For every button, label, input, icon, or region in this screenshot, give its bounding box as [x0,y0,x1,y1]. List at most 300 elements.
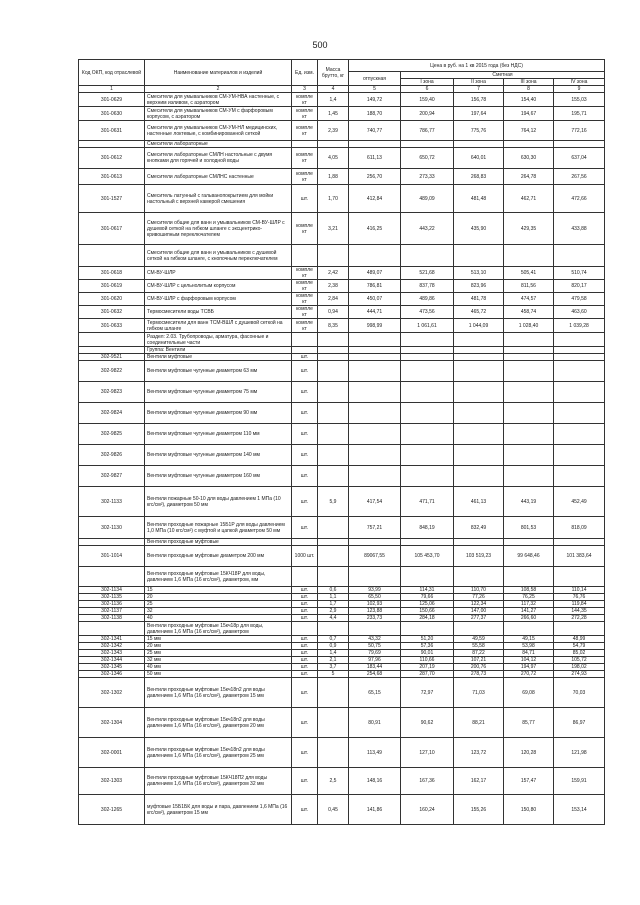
row-mass: 3,7 [318,664,349,671]
row-code: 302-0001 [79,738,145,768]
row-price-zone1 [401,466,454,487]
row-price-zone1 [401,361,454,382]
row-unit: шт. [292,403,318,424]
row-price-zone3: 443,19 [504,487,554,517]
row-unit [292,141,318,148]
col-number: 9 [554,86,605,93]
row-mass: 0,6 [318,587,349,594]
col-number: 4 [318,86,349,93]
row-price-release [349,466,401,487]
row-price-zone2: 147,00 [454,608,504,615]
row-price-zone2: 461,13 [454,487,504,517]
row-price-zone3 [504,466,554,487]
row-price-zone2: 465,72 [454,306,504,319]
row-price-zone2: 49,59 [454,636,504,643]
row-price-zone3: 150,80 [504,795,554,825]
row-price-zone2: 71,03 [454,678,504,708]
row-price-zone2: 481,78 [454,293,504,306]
row-price-zone2 [454,539,504,546]
row-mass [318,567,349,587]
row-unit [292,622,318,636]
row-price-zone2: 200,76 [454,664,504,671]
row-price-zone4 [554,539,605,546]
row-price-zone4: 452,49 [554,487,605,517]
row-price-zone1: 105 453,70 [401,546,454,567]
row-price-zone3 [504,445,554,466]
row-price-zone1: 650,72 [401,148,454,169]
row-code [79,539,145,546]
row-price-release: 123,88 [349,608,401,615]
row-price-zone2 [454,354,504,361]
row-price-zone4: 637,04 [554,148,605,169]
table-row [79,738,605,768]
row-price-zone1: 160,24 [401,795,454,825]
row-price-release: 256,70 [349,169,401,185]
row-code: 301-0629 [79,93,145,107]
col-number: 6 [401,86,454,93]
row-name: Вентили проходные пожарные 15Б1Р для воды давлением 1,0 МПа (10 кгс/см²) с муфтой и цапкой диаметром 50 мм [145,517,292,539]
row-name: СМ-ВУ-ШЛР [145,267,292,280]
row-price-release [349,347,401,354]
row-price-zone2 [454,333,504,347]
table-row [79,213,605,245]
row-name: Вентили пожарные 50-10 для воды давлением 1 МПа (10 кгс/см²), диаметром 50 мм [145,487,292,517]
row-price-zone4: 510,74 [554,267,605,280]
row-price-zone1 [401,333,454,347]
row-price-zone2: 103 519,23 [454,546,504,567]
row-price-zone2: 640,01 [454,148,504,169]
row-price-zone3 [504,245,554,267]
row-code: 301-0631 [79,121,145,141]
row-unit: шт. [292,708,318,738]
table-row [79,622,605,636]
table-row [79,517,605,539]
table-body [79,93,605,825]
row-name: Смеситель латунный с гальванопокрытием для мойки настольный с верхней камерой смешения [145,185,292,213]
header-code: Код ОКП, код отраслевой [79,60,145,86]
row-mass [318,141,349,148]
row-price-release: 740,77 [349,121,401,141]
row-code: 302-1304 [79,708,145,738]
table-row [79,354,605,361]
row-unit: компле кт [292,306,318,319]
row-code: 301-0630 [79,107,145,121]
row-price-zone2 [454,466,504,487]
table-row [79,141,605,148]
table-row [79,487,605,517]
row-name: Вентили муфтовые чугунные диаметром 160 мм [145,466,292,487]
table-row [79,267,605,280]
row-unit: шт. [292,657,318,664]
row-price-release: 97,96 [349,657,401,664]
table-row [79,466,605,487]
row-price-zone1: 489,09 [401,185,454,213]
row-price-zone1: 1 061,61 [401,319,454,333]
table-row [79,615,605,622]
row-price-zone2: 55,58 [454,643,504,650]
row-price-zone4 [554,382,605,403]
row-price-release: 412,84 [349,185,401,213]
row-unit [292,539,318,546]
header-name: Наименование материалов и изделий [145,60,292,86]
row-price-zone4: 86,97 [554,708,605,738]
row-price-release: 444,71 [349,306,401,319]
row-code: 302-1136 [79,601,145,608]
col-number: 8 [504,86,554,93]
row-price-zone3: 117,32 [504,601,554,608]
row-code: 301-1014 [79,546,145,567]
table-row [79,587,605,594]
row-price-release: 254,68 [349,671,401,678]
row-price-zone2: 156,78 [454,93,504,107]
row-mass: 5,9 [318,487,349,517]
row-price-zone2 [454,403,504,424]
table-row [79,643,605,650]
row-price-zone2 [454,245,504,267]
row-price-zone4: 1 039,28 [554,319,605,333]
row-price-zone2: 123,72 [454,738,504,768]
row-mass [318,333,349,347]
row-name: 20 мм [145,643,292,650]
row-price-zone3: 1 028,40 [504,319,554,333]
row-code: 302-9823 [79,382,145,403]
table-row [79,293,605,306]
row-price-zone4: 105,72 [554,657,605,664]
row-unit: шт. [292,445,318,466]
row-name: Вентили проходные муфтовые 15кч18р для воды, давлением 1,6 МПа (16 кгс/см²), диаметром [145,622,292,636]
row-price-zone3: 85,77 [504,708,554,738]
table-row [79,636,605,643]
col-number: 1 [79,86,145,93]
row-price-release: 450,07 [349,293,401,306]
row-price-zone4 [554,445,605,466]
row-price-zone3: 429,35 [504,213,554,245]
row-code: 301-0632 [79,306,145,319]
row-price-zone1: 837,78 [401,280,454,293]
table-row [79,708,605,738]
row-unit: шт. [292,608,318,615]
row-code: 302-1303 [79,768,145,795]
table-row [79,403,605,424]
row-unit [292,333,318,347]
row-mass: 1,45 [318,107,349,121]
row-price-zone1: 159,40 [401,93,454,107]
row-price-zone3: 474,57 [504,293,554,306]
row-price-zone2: 823,96 [454,280,504,293]
row-price-zone4: 155,03 [554,93,605,107]
row-price-release [349,382,401,403]
row-mass [318,546,349,567]
row-price-release: 416,25 [349,213,401,245]
row-price-zone2: 513,10 [454,267,504,280]
row-price-zone3: 108,58 [504,587,554,594]
header-estimate: Сметная [401,72,605,79]
table-row [79,121,605,141]
row-price-zone2 [454,424,504,445]
row-code: 302-9825 [79,424,145,445]
row-unit [292,567,318,587]
row-unit: компле кт [292,280,318,293]
row-price-zone1: 489,86 [401,293,454,306]
row-price-zone4: 479,58 [554,293,605,306]
row-mass: 0,94 [318,306,349,319]
row-price-zone4 [554,245,605,267]
table-row [79,361,605,382]
row-mass: 0,45 [318,795,349,825]
row-price-zone2: 107,21 [454,657,504,664]
row-name: Вентили муфтовые чугунные диаметром 110 мм [145,424,292,445]
row-name: Термосмесители для ванн ТСМ-ВШЛ с душевой сеткой на гибком шланге [145,319,292,333]
row-price-release: 65,50 [349,594,401,601]
row-unit [292,245,318,267]
table-row [79,657,605,664]
row-code: 302-1265 [79,795,145,825]
table-row [79,795,605,825]
row-price-zone2: 277,37 [454,615,504,622]
table-row [79,678,605,708]
row-price-zone3: 462,71 [504,185,554,213]
row-price-zone2: 1 044,09 [454,319,504,333]
row-price-zone1: 79,66 [401,594,454,601]
header-zone1: I зона [401,79,454,86]
row-unit: шт. [292,678,318,708]
row-price-release [349,141,401,148]
row-price-zone1: 90,01 [401,650,454,657]
row-price-zone4: 101 383,64 [554,546,605,567]
row-price-zone4: 274,93 [554,671,605,678]
row-price-zone2: 110,70 [454,587,504,594]
row-price-zone2: 278,73 [454,671,504,678]
header-zone2: II зона [454,79,504,86]
row-price-release: 233,73 [349,615,401,622]
row-name: Вентили муфтовые чугунные диаметром 90 мм [145,403,292,424]
table-row [79,608,605,615]
row-price-zone2 [454,445,504,466]
row-name: Термосмесители воды ТСВБ [145,306,292,319]
row-price-zone2: 268,83 [454,169,504,185]
row-price-zone2 [454,567,504,587]
row-mass: 2,42 [318,267,349,280]
row-mass [318,539,349,546]
table-row [79,601,605,608]
row-price-zone3: 84,71 [504,650,554,657]
row-price-zone2: 481,48 [454,185,504,213]
row-price-zone4 [554,141,605,148]
row-unit: 1000 шт. [292,546,318,567]
row-code: 302-1137 [79,608,145,615]
row-price-zone2: 162,17 [454,768,504,795]
row-name: Вентили проходные муфтовые 15кч18п2 для воды давлением 1,6 МПа (16 кгс/см²), диаметром 15 мм [145,678,292,708]
row-name: Вентили муфтовые чугунные диаметром 63 мм [145,361,292,382]
row-price-release: 611,13 [349,148,401,169]
header-mass: Масса брутто, кг [318,60,349,86]
row-price-release [349,445,401,466]
row-mass: 1,70 [318,185,349,213]
row-unit: шт. [292,768,318,795]
row-unit: шт. [292,795,318,825]
table-row [79,664,605,671]
header-unit: Ед. изм. [292,60,318,86]
row-code: 301-1527 [79,185,145,213]
row-code: 301-0619 [79,280,145,293]
row-price-zone4: 144,35 [554,608,605,615]
row-mass: 2,84 [318,293,349,306]
row-code [79,567,145,587]
col-number: 3 [292,86,318,93]
row-price-zone2 [454,347,504,354]
row-name: СМ-ВУ-ШЛР с фарфоровым корпусом [145,293,292,306]
row-name: Раздел: 2.03. Трубопроводы, арматура, фасонные и соединительные части [145,333,292,347]
row-price-zone2: 832,49 [454,517,504,539]
row-code [79,141,145,148]
row-price-release: 757,21 [349,517,401,539]
row-price-zone2: 775,76 [454,121,504,141]
row-mass: 2,38 [318,280,349,293]
row-code: 302-9824 [79,403,145,424]
row-price-zone4: 818,09 [554,517,605,539]
row-mass: 2,1 [318,657,349,664]
row-mass: 2,5 [318,768,349,795]
row-price-release: 93,99 [349,587,401,594]
row-mass: 1,4 [318,93,349,107]
table-row [79,169,605,185]
row-code: 302-9826 [79,445,145,466]
row-price-zone2: 87,22 [454,650,504,657]
row-name: Вентили проходные муфтовые 15кч18п2 для воды давлением 1,6 МПа (16 кгс/см²), диаметром 20 мм [145,708,292,738]
row-code [79,333,145,347]
row-price-zone3 [504,361,554,382]
row-price-zone3 [504,403,554,424]
row-price-zone3: 99 648,46 [504,546,554,567]
row-code [79,245,145,267]
row-price-zone1 [401,445,454,466]
row-unit: шт. [292,650,318,657]
table-row [79,445,605,466]
row-price-release [349,354,401,361]
row-price-zone3: 154,40 [504,93,554,107]
row-name: Вентили проходные муфтовые 15КЧ18Р для воды, давлением 1,6 МПа (16 кгс/см²), диаметром, мм [145,567,292,587]
row-name: 15 мм [145,636,292,643]
row-price-zone1 [401,424,454,445]
row-mass [318,245,349,267]
row-mass [318,738,349,768]
row-unit: шт. [292,424,318,445]
row-price-zone1: 521,68 [401,267,454,280]
row-code: 301-0618 [79,267,145,280]
row-price-zone4: 119,84 [554,601,605,608]
row-price-zone1: 125,06 [401,601,454,608]
row-unit [292,347,318,354]
row-price-zone4 [554,347,605,354]
row-price-zone1 [401,403,454,424]
row-price-zone2: 77,26 [454,594,504,601]
row-price-zone3 [504,382,554,403]
row-unit: шт. [292,615,318,622]
row-price-zone2 [454,622,504,636]
row-unit: компле кт [292,121,318,141]
col-number: 7 [454,86,504,93]
row-name: СМ-ВУ-ШЛР с цельнолитым корпусом [145,280,292,293]
row-price-zone3: 53,98 [504,643,554,650]
row-unit: шт. [292,487,318,517]
row-price-zone4: 110,14 [554,587,605,594]
row-price-zone1: 200,94 [401,107,454,121]
row-name: 25 [145,601,292,608]
row-code: 302-1130 [79,517,145,539]
row-name: 25 мм [145,650,292,657]
row-price-release: 65,15 [349,678,401,708]
row-price-zone2: 155,26 [454,795,504,825]
row-code: 302-1344 [79,657,145,664]
row-price-zone2 [454,382,504,403]
row-price-release: 188,70 [349,107,401,121]
row-unit: шт. [292,466,318,487]
row-code: 302-1345 [79,664,145,671]
row-price-release: 489,07 [349,267,401,280]
row-price-zone4 [554,333,605,347]
row-price-zone3: 69,08 [504,678,554,708]
row-price-zone1: 207,19 [401,664,454,671]
row-mass: 0,9 [318,643,349,650]
row-unit: шт. [292,354,318,361]
col-number: 2 [145,86,292,93]
row-price-zone1: 287,70 [401,671,454,678]
row-name: Вентили муфтовые чугунные диаметром 140 мм [145,445,292,466]
row-name: Вентили проходные муфтовые диаметром 200 мм [145,546,292,567]
row-price-zone3 [504,347,554,354]
page-number: 500 [312,40,328,50]
row-price-zone3: 49,15 [504,636,554,643]
table-row [79,148,605,169]
row-price-zone3: 270,72 [504,671,554,678]
row-price-zone3 [504,354,554,361]
row-code: 302-1134 [79,587,145,594]
row-price-zone4: 70,03 [554,678,605,708]
row-mass: 2,9 [318,608,349,615]
row-name: Вентили проходные муфтовые 15кч18п2 для воды давлением 1,6 МПа (16 кгс/см²), диаметром 25 мм [145,738,292,768]
row-mass [318,678,349,708]
row-mass [318,517,349,539]
row-price-zone4: 76,76 [554,594,605,601]
row-unit: компле кт [292,267,318,280]
row-price-zone4 [554,622,605,636]
row-unit: компле кт [292,107,318,121]
row-price-zone4: 472,66 [554,185,605,213]
row-price-zone3: 505,41 [504,267,554,280]
table-row [79,93,605,107]
row-price-zone2 [454,141,504,148]
row-code: 302-1346 [79,671,145,678]
row-price-release [349,539,401,546]
row-price-zone4 [554,403,605,424]
row-price-zone4: 198,02 [554,664,605,671]
row-code [79,347,145,354]
row-price-zone3: 764,12 [504,121,554,141]
header-release: отпускная [349,72,401,86]
row-price-release [349,403,401,424]
row-name: Смесители общие для ванн и умывальников с душевой сеткой на гибком шланге, с кнопочным переключателем [145,245,292,267]
row-code: 301-0620 [79,293,145,306]
row-price-zone3: 630,30 [504,148,554,169]
row-name: Смесители для умывальников СМ-УМ с фарфоровым корпусом, с аэратором [145,107,292,121]
row-name: Вентили муфтовые [145,354,292,361]
row-code: 302-1138 [79,615,145,622]
row-price-zone1: 110,66 [401,657,454,664]
row-price-zone4: 433,88 [554,213,605,245]
row-code: 302-9521 [79,354,145,361]
row-mass: 8,35 [318,319,349,333]
row-price-zone3: 76,25 [504,594,554,601]
